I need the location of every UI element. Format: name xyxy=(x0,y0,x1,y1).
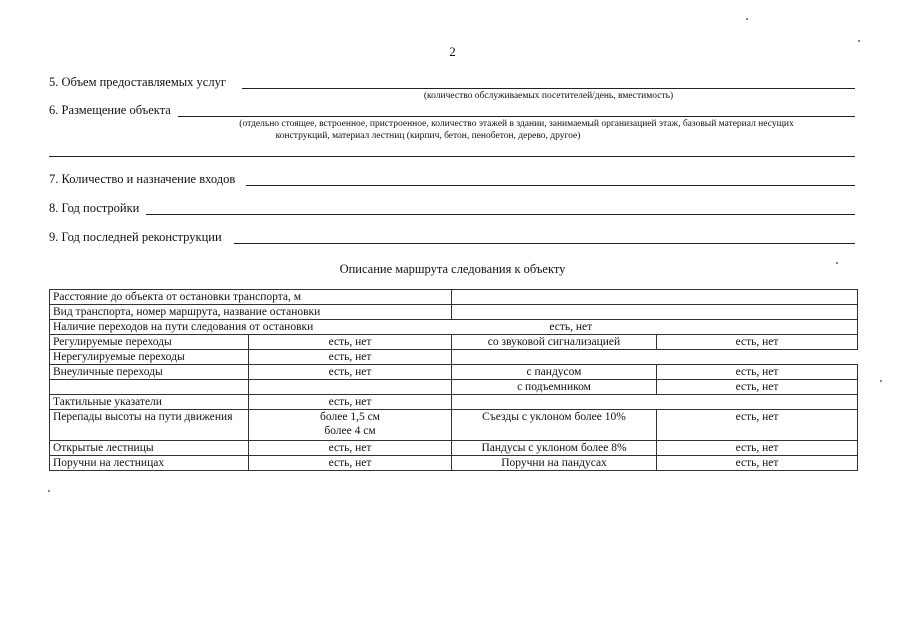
table-row xyxy=(50,335,858,350)
table-row xyxy=(50,350,858,365)
cell-sound-value[interactable]: есть, нет xyxy=(657,335,858,350)
field-services-line[interactable] xyxy=(242,88,855,89)
cell-open-stairs-label: Открытые лестницы xyxy=(50,441,249,456)
page-number: 2 xyxy=(449,44,456,59)
cell-offstreet-label: Внеуличные переходы xyxy=(50,365,249,380)
field-entrances-line[interactable] xyxy=(246,185,855,186)
cell-sound-label: со звуковой сигнализацией xyxy=(452,335,657,350)
field-build-year-line[interactable] xyxy=(146,214,855,215)
field-reconstruction-line[interactable] xyxy=(234,243,855,244)
cell-ramp8-value[interactable]: есть, нет xyxy=(657,441,858,456)
field-placement-line-2[interactable] xyxy=(49,156,855,157)
table-row xyxy=(50,410,858,441)
cell-empty xyxy=(452,395,858,410)
cell-stair-rails-value[interactable]: есть, нет xyxy=(249,456,452,471)
field-services-hint: (количество обслуживаемых посетителей/день, вместимость) xyxy=(423,91,674,101)
cell-empty xyxy=(452,350,858,365)
row-distance-label: Расстояние до объекта от остановки транспорта, м xyxy=(50,290,452,305)
cell-unregulated-label: Нерегулируемые переходы xyxy=(50,350,249,365)
field-services-label: 5. Объем предоставляемых услуг xyxy=(49,75,226,89)
cell-lift-value[interactable]: есть, нет xyxy=(657,380,858,395)
cell-ramp8-label: Пандусы с уклоном более 8% xyxy=(452,441,657,456)
cell-offstreet-value[interactable]: есть, нет xyxy=(249,365,452,380)
cell-height-diff-value[interactable] xyxy=(249,410,452,441)
cell-empty xyxy=(50,380,249,395)
route-title: Описание маршрута следования к объекту xyxy=(339,262,566,276)
cell-regulated-label: Регулируемые переходы xyxy=(50,335,249,350)
cell-stair-rails-label: Поручни на лестницах xyxy=(50,456,249,471)
scan-speck xyxy=(836,262,838,264)
table-row xyxy=(50,290,858,305)
cell-open-stairs-value[interactable]: есть, нет xyxy=(249,441,452,456)
row-transport-value[interactable] xyxy=(452,305,858,320)
table-row xyxy=(50,380,858,395)
cell-slope10-value[interactable]: есть, нет xyxy=(657,410,858,441)
field-placement-hint-2: конструкций, материал лестниц (кирпич, бетон, пенобетон, дерево, другое) xyxy=(275,131,581,141)
field-entrances-label: 7. Количество и назначение входов xyxy=(49,172,236,186)
cell-ramp-rails-value[interactable]: есть, нет xyxy=(657,456,858,471)
row-crossings-label: Наличие переходов на пути следования от остановки xyxy=(50,320,452,335)
cell-empty xyxy=(249,380,452,395)
cell-tactile-value[interactable]: есть, нет xyxy=(249,395,452,410)
scan-speck xyxy=(880,380,882,382)
row-distance-value[interactable] xyxy=(452,290,858,305)
cell-tactile-label: Тактильные указатели xyxy=(50,395,249,410)
scan-speck xyxy=(48,490,50,492)
cell-ramp-label: с пандусом xyxy=(452,365,657,380)
scan-speck xyxy=(858,40,860,42)
field-reconstruction-label: 9. Год последней реконструкции xyxy=(49,230,222,244)
cell-unregulated-value[interactable]: есть, нет xyxy=(249,350,452,365)
row-crossings-value[interactable]: есть, нет xyxy=(452,320,858,335)
cell-lift-label: с подъемником xyxy=(452,380,657,395)
table-row xyxy=(50,305,858,320)
scan-speck xyxy=(746,18,748,20)
table-row xyxy=(50,395,858,410)
height-diff-option-2: более 4 см xyxy=(324,425,376,437)
table-row xyxy=(50,320,858,335)
table-row xyxy=(50,365,858,380)
cell-regulated-value[interactable]: есть, нет xyxy=(249,335,452,350)
row-transport-label: Вид транспорта, номер маршрута, название остановки xyxy=(50,305,452,320)
table-row xyxy=(50,441,858,456)
table-row xyxy=(50,456,858,471)
cell-ramp-value[interactable]: есть, нет xyxy=(657,365,858,380)
field-build-year-label: 8. Год постройки xyxy=(49,201,140,215)
field-placement-hint-1: (отдельно стоящее, встроенное, пристроенное, количество этажей в здании, занимаемый организацией этаж, базовый материал несущих xyxy=(239,119,794,129)
field-placement-line[interactable] xyxy=(178,116,855,117)
height-diff-option-1: более 1,5 см xyxy=(320,411,380,423)
field-placement-label: 6. Размещение объекта xyxy=(49,103,171,117)
cell-slope10-label: Съезды с уклоном более 10% xyxy=(452,410,657,441)
route-table xyxy=(49,289,858,471)
cell-ramp-rails-label: Поручни на пандусах xyxy=(452,456,657,471)
cell-height-diff-label: Перепады высоты на пути движения xyxy=(50,410,249,441)
